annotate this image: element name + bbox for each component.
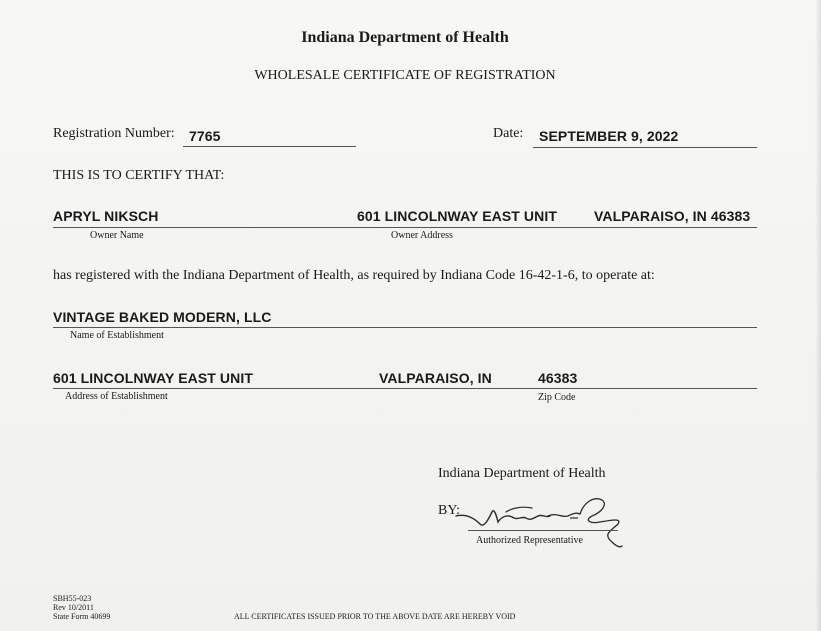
establishment-name: VINTAGE BAKED MODERN, LLC: [53, 309, 272, 325]
by-label: BY:: [438, 503, 461, 518]
signature-agency: Indiana Department of Health: [438, 466, 606, 481]
zip-code-caption: Zip Code: [538, 392, 576, 403]
establishment-city: VALPARAISO, IN: [379, 370, 492, 386]
form-code-line: Rev 10/2011: [53, 603, 94, 612]
establishment-zip: 46383: [538, 370, 578, 386]
owner-name: APRYL NIKSCH: [53, 208, 159, 224]
form-code-line: State Form 40699: [53, 612, 111, 621]
establishment-address-caption: Address of Establishment: [65, 391, 168, 402]
establishment-street: 601 LINCOLNWAY EAST UNIT: [53, 370, 253, 386]
establishment-name-caption: Name of Establishment: [70, 330, 164, 341]
establishment-name-line: [53, 327, 757, 328]
owner-address-street: 601 LINCOLNWAY EAST UNIT: [357, 208, 557, 224]
owner-address-city: VALPARAISO, IN 46383: [594, 208, 751, 224]
page-edge-shadow: [815, 0, 821, 631]
form-code-line: SBH55-023: [53, 594, 92, 603]
signature-line: [468, 530, 618, 531]
certificate-title: WHOLESALE CERTIFICATE OF REGISTRATION: [254, 68, 556, 83]
date-line: [533, 147, 757, 148]
date-label: Date:: [493, 126, 524, 141]
registration-number-line: [183, 146, 356, 147]
registration-number-value: 7765: [189, 128, 221, 144]
registration-number-label: Registration Number:: [53, 126, 175, 141]
owner-line: [53, 227, 757, 228]
registered-statement: has registered with the Indiana Department of Health, as required by Indiana Code 16-42-1-6, to operate at:: [53, 268, 655, 283]
signature-caption: Authorized Representative: [476, 535, 583, 546]
owner-name-caption: Owner Name: [90, 230, 144, 241]
establishment-address-line: [53, 388, 757, 389]
certify-text: THIS IS TO CERTIFY THAT:: [53, 168, 225, 183]
owner-address-caption: Owner Address: [391, 230, 453, 241]
agency-title: Indiana Department of Health: [301, 29, 509, 46]
form-codes: [53, 594, 110, 621]
date-value: SEPTEMBER 9, 2022: [539, 128, 679, 144]
void-notice: ALL CERTIFICATES ISSUED PRIOR TO THE ABOVE DATE ARE HEREBY VOID: [234, 612, 516, 621]
